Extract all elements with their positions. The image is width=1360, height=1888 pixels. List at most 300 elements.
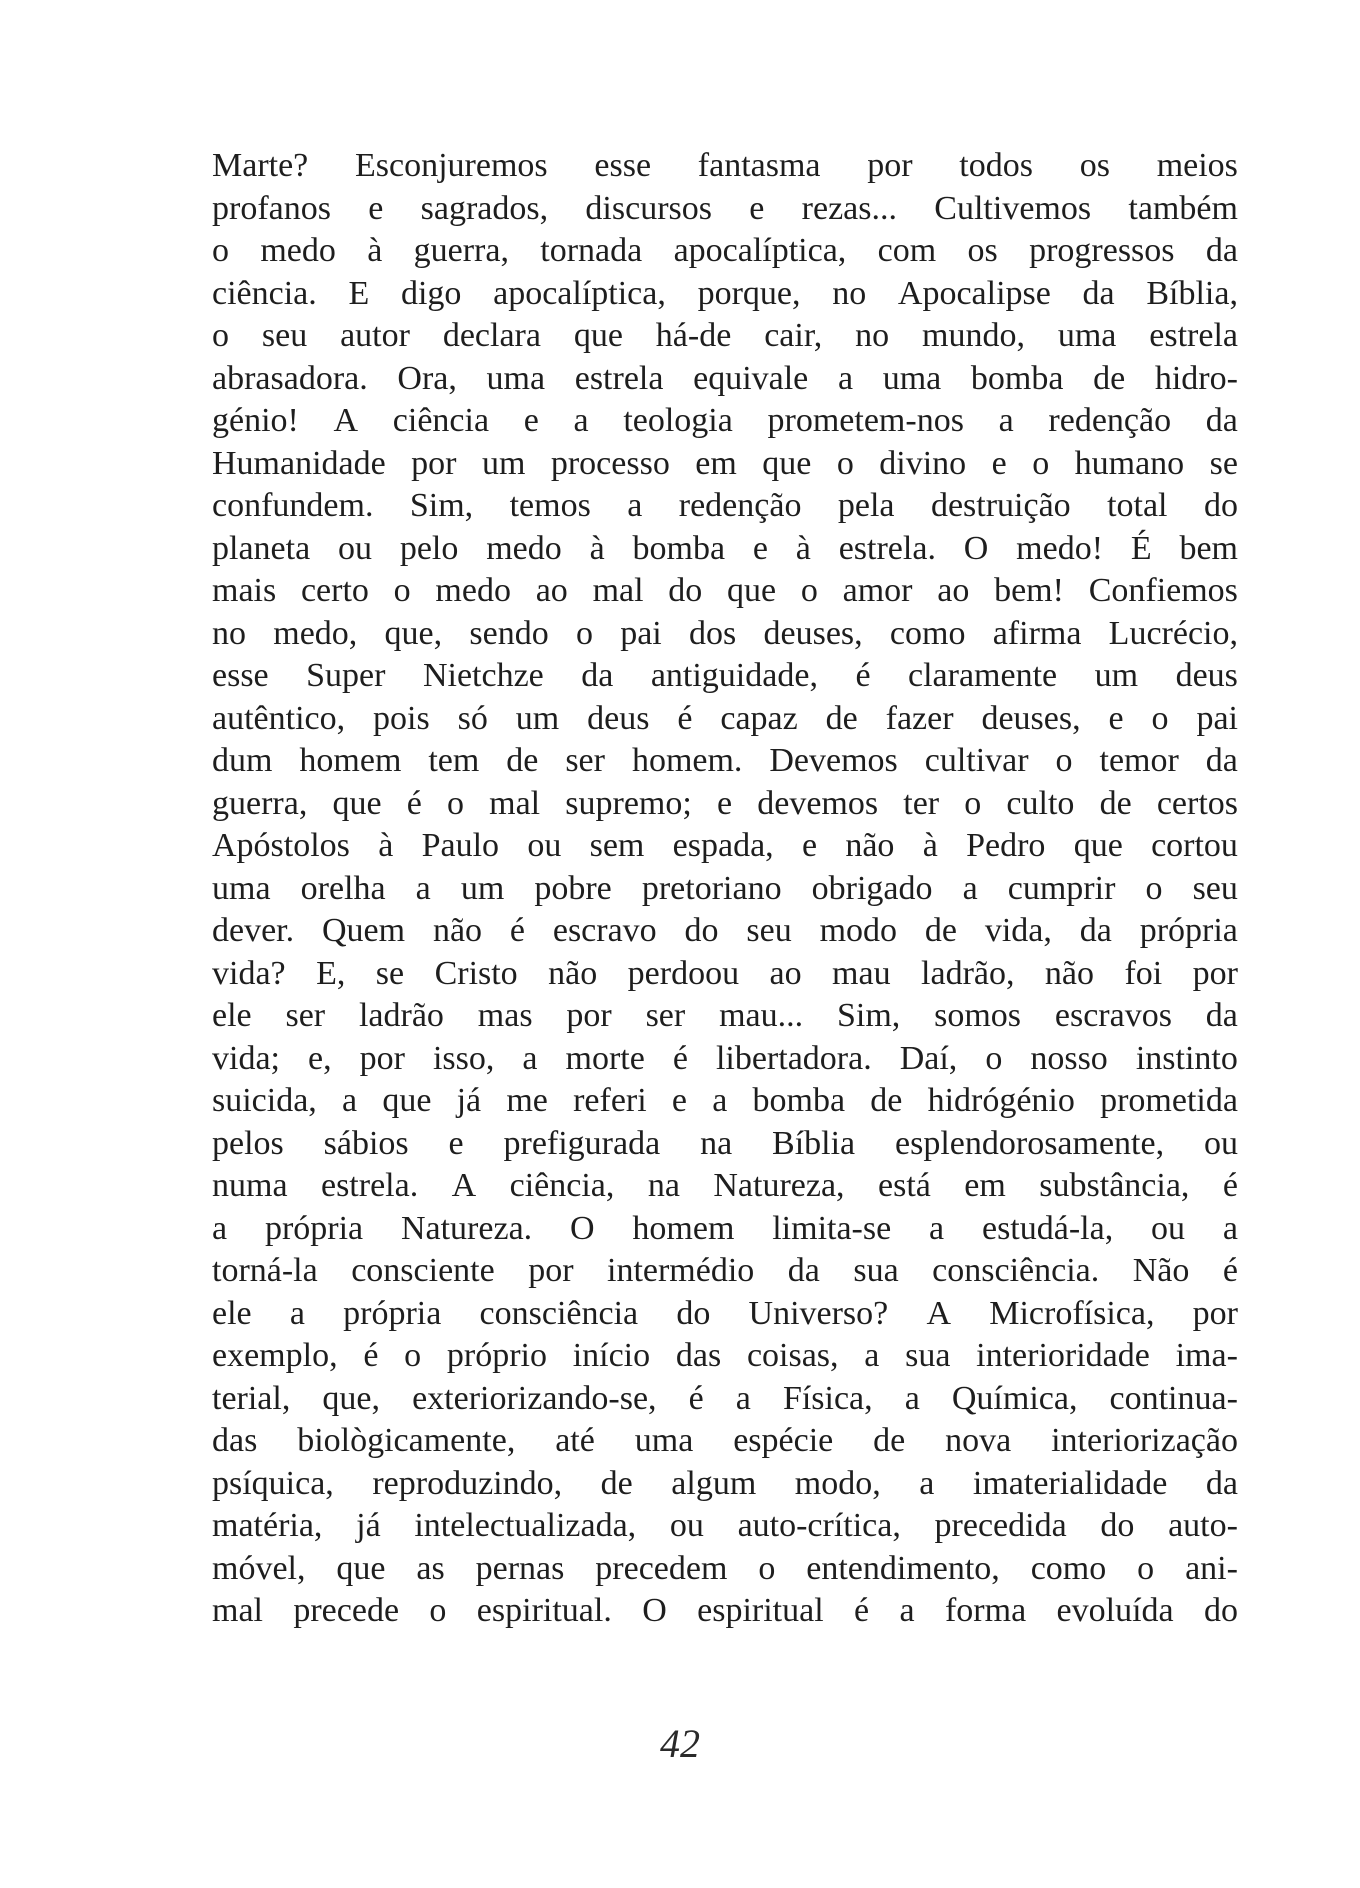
word: do	[1204, 1592, 1238, 1629]
word: não	[845, 827, 895, 864]
word: Bíblia	[772, 1124, 856, 1162]
word: Humanidade	[212, 444, 386, 482]
word: e	[749, 189, 765, 227]
word: prefigurada	[503, 1124, 661, 1162]
word: pelos	[212, 1124, 284, 1162]
word: Marte?	[212, 147, 309, 184]
text-line	[212, 1038, 1238, 1081]
word: cultivar	[924, 742, 1029, 779]
text-line	[212, 528, 1238, 571]
word: progressos	[1029, 232, 1175, 269]
text-line	[212, 1208, 1238, 1251]
word: equivale	[693, 359, 809, 397]
word: culto	[1006, 784, 1075, 822]
word: entendimento,	[806, 1549, 1000, 1587]
word: Sim,	[409, 487, 474, 524]
word: o	[393, 572, 411, 609]
word: por	[1192, 1294, 1238, 1332]
word: bomba	[632, 529, 726, 567]
word: a	[929, 1209, 945, 1247]
word: devemos	[757, 784, 879, 822]
word: por	[867, 147, 913, 184]
word: sem	[589, 827, 645, 864]
word: dever.	[212, 912, 295, 949]
word: mundo,	[922, 317, 1025, 354]
word: génio!	[212, 402, 299, 439]
word: escravo	[552, 912, 657, 949]
word: não	[432, 912, 483, 949]
word: da	[1205, 742, 1238, 779]
word: precedida	[934, 1507, 1067, 1544]
word: Devemos	[769, 742, 898, 779]
word: da	[1079, 912, 1112, 949]
word: pernas	[475, 1549, 565, 1587]
text-line	[212, 400, 1238, 443]
word: porque,	[697, 274, 801, 312]
word: pelo	[399, 529, 459, 567]
word: coisas,	[746, 1337, 839, 1374]
word: uma	[882, 359, 942, 397]
word: de	[1099, 784, 1132, 822]
word: morte	[565, 1039, 645, 1077]
text-line	[212, 1548, 1238, 1591]
word: bomba	[970, 359, 1064, 397]
word: humano	[1074, 444, 1185, 482]
text-line	[212, 485, 1238, 528]
text-line	[212, 740, 1238, 783]
word: os	[1079, 147, 1110, 184]
word: do	[1203, 487, 1238, 524]
word: cumprir	[1007, 869, 1116, 907]
word: a	[837, 359, 854, 397]
word: consciência.	[932, 1252, 1100, 1289]
word: bem!	[994, 572, 1064, 609]
word: a	[998, 402, 1014, 439]
word: por	[1192, 954, 1238, 992]
text-line	[212, 783, 1238, 826]
word: é	[688, 1379, 704, 1417]
word: sendo	[469, 614, 549, 652]
word: instinto	[1135, 1039, 1238, 1077]
word: própria	[343, 1294, 442, 1332]
word: espécie	[733, 1422, 834, 1459]
word: se	[375, 954, 405, 992]
word: a	[712, 1082, 728, 1119]
word: que	[332, 784, 382, 822]
word: ou	[1203, 1124, 1238, 1162]
text-line	[212, 1505, 1238, 1548]
word: que	[336, 1549, 386, 1587]
text-line	[212, 358, 1238, 401]
word: isso,	[432, 1039, 495, 1077]
word: é	[854, 1592, 870, 1629]
text-line	[212, 315, 1238, 358]
word: A	[333, 402, 359, 439]
word: é	[509, 912, 525, 949]
word: móvel,	[212, 1549, 306, 1587]
word: auto-crítica,	[737, 1507, 901, 1544]
word: o	[212, 317, 229, 354]
word: à	[367, 232, 383, 269]
word: dos	[689, 614, 737, 652]
word: me	[506, 1082, 548, 1119]
word: total	[1107, 487, 1168, 524]
word: de	[870, 1082, 903, 1119]
word: no	[855, 317, 890, 354]
word: que,	[322, 1379, 380, 1417]
word: exteriorizando-se,	[412, 1379, 657, 1417]
word: tem	[428, 742, 480, 779]
word: um	[515, 699, 560, 737]
word: divino	[879, 444, 967, 482]
word: É	[1130, 529, 1152, 567]
word: é	[406, 784, 422, 822]
word: vida?	[212, 954, 286, 992]
word: orelha	[300, 869, 386, 907]
word: Esconjuremos	[355, 147, 548, 184]
word: o	[575, 614, 593, 652]
word: precedem	[595, 1549, 728, 1587]
word: e	[991, 444, 1007, 482]
word: Pedro	[966, 827, 1046, 864]
word: bem	[1179, 529, 1238, 567]
word: há-de	[655, 317, 732, 354]
text-line	[212, 1335, 1238, 1378]
word: pela	[837, 487, 895, 524]
word: interiorização	[1051, 1422, 1238, 1459]
word: fantasma	[697, 147, 821, 184]
word: sagrados,	[420, 189, 549, 227]
word: mal	[212, 1592, 263, 1629]
word: o	[404, 1337, 422, 1374]
word: Natureza,	[713, 1167, 845, 1204]
word: a	[864, 1337, 880, 1374]
word: intermédio	[607, 1252, 755, 1289]
word: Paulo	[421, 827, 500, 864]
word: amor	[842, 572, 913, 609]
word: profanos	[212, 189, 331, 227]
word: esplendorosamente,	[895, 1124, 1165, 1162]
word: Quem	[322, 912, 406, 949]
word: a	[342, 1082, 358, 1119]
word: bomba	[752, 1082, 846, 1119]
word: pobre	[534, 869, 612, 907]
word: estudá-la,	[981, 1209, 1114, 1247]
page-number: 42	[660, 1721, 700, 1766]
word: por	[411, 444, 457, 482]
word: guerra,	[413, 232, 509, 269]
word: não	[1044, 954, 1095, 992]
word: Ora,	[397, 359, 457, 397]
word: reproduzindo,	[372, 1464, 563, 1502]
word: é	[1222, 1252, 1238, 1289]
word: da	[1205, 1464, 1238, 1502]
word: o	[446, 784, 464, 822]
word: na	[647, 1167, 680, 1204]
word: a	[627, 487, 643, 524]
word: medo	[435, 572, 511, 609]
word: não	[548, 954, 598, 992]
word: ladrão	[358, 997, 444, 1034]
word: um	[1094, 657, 1139, 694]
word: a	[962, 869, 978, 907]
word: deus	[587, 699, 650, 737]
text-line	[212, 1378, 1238, 1421]
word: consciência	[479, 1294, 639, 1332]
word: já	[356, 1507, 381, 1544]
word: só	[457, 699, 488, 737]
word: uma	[634, 1422, 694, 1459]
word: é	[1222, 1167, 1238, 1204]
word: com	[877, 232, 937, 269]
text-line	[212, 868, 1238, 911]
text-line	[212, 570, 1238, 613]
word: dum	[212, 742, 273, 779]
word: redenção	[1048, 402, 1172, 439]
word: intelectualizada,	[414, 1507, 637, 1544]
word: à	[922, 827, 938, 864]
word: declara	[442, 317, 541, 354]
word: antiguidade,	[650, 657, 818, 694]
word: ser	[645, 997, 686, 1034]
word: no	[212, 614, 246, 652]
word: homem	[632, 1209, 735, 1247]
text-line	[212, 1463, 1238, 1506]
word: guerra,	[212, 784, 308, 822]
word: pai	[620, 614, 662, 652]
word: terial,	[212, 1379, 291, 1417]
word: exemplo,	[212, 1337, 338, 1374]
word: uma	[212, 869, 271, 907]
word: Sim,	[836, 997, 901, 1034]
word: um	[481, 444, 526, 482]
word: certos	[1156, 784, 1238, 822]
word: em	[695, 444, 737, 482]
word: uma	[1057, 317, 1117, 354]
word: somos	[934, 997, 1022, 1034]
word: na	[700, 1124, 733, 1162]
word: E,	[316, 954, 346, 992]
word: Bíblia,	[1146, 274, 1238, 312]
word: Confiemos	[1088, 572, 1238, 609]
word: auto-	[1168, 1507, 1238, 1544]
word: espada,	[672, 827, 774, 864]
word: interioridade	[976, 1337, 1150, 1374]
word: ani-	[1185, 1549, 1238, 1587]
word: referi	[573, 1082, 647, 1119]
word: o	[1055, 742, 1073, 779]
word: pretoriano	[641, 869, 782, 907]
word: Microfísica,	[989, 1294, 1155, 1332]
word: obrigado	[811, 869, 933, 907]
word: modo	[819, 912, 898, 949]
word: do	[1100, 1507, 1135, 1544]
word: até	[555, 1422, 595, 1459]
word: sua	[853, 1252, 899, 1289]
word: o	[985, 1039, 1003, 1077]
text-line	[212, 230, 1238, 273]
word: o	[212, 232, 229, 269]
word: como	[1030, 1549, 1107, 1587]
text-line	[212, 655, 1238, 698]
word: Super	[306, 657, 386, 694]
word: planeta	[212, 529, 311, 567]
word: as	[416, 1549, 445, 1587]
word: A	[926, 1294, 952, 1332]
word: da	[1205, 402, 1238, 439]
word: no	[832, 274, 867, 312]
word: digo	[400, 274, 462, 312]
word: das	[675, 1337, 722, 1374]
word: espiritual.	[476, 1592, 612, 1629]
word: foi	[1124, 954, 1163, 992]
word: substância,	[1039, 1167, 1190, 1204]
word: os	[967, 232, 998, 269]
word: temos	[509, 487, 591, 524]
word: perdoou	[627, 954, 740, 992]
word: o	[800, 572, 818, 609]
word: medo	[486, 529, 562, 567]
word: discursos	[585, 189, 712, 227]
word: nosso	[1030, 1039, 1108, 1077]
word: um	[460, 869, 505, 907]
word: a	[904, 1379, 920, 1417]
word: mau	[832, 954, 891, 992]
text-line	[212, 1165, 1238, 1208]
word: e	[523, 402, 539, 439]
word: limita-se	[772, 1209, 892, 1247]
word: Não	[1132, 1252, 1190, 1289]
word: da	[1205, 997, 1238, 1034]
word: a	[289, 1294, 305, 1332]
word: ou	[527, 827, 562, 864]
word: ima-	[1175, 1337, 1238, 1374]
word: da	[787, 1252, 820, 1289]
word: que	[762, 444, 812, 482]
word: rezas...	[801, 189, 897, 227]
word: à	[589, 529, 605, 567]
word: O	[642, 1592, 667, 1629]
text-line	[212, 145, 1238, 188]
word: é	[855, 657, 871, 694]
word: ele	[212, 1294, 252, 1332]
text-line	[212, 698, 1238, 741]
word: ou	[669, 1507, 704, 1544]
word: meios	[1156, 147, 1238, 184]
word: do	[676, 1294, 711, 1332]
word: por	[528, 1252, 574, 1289]
word: Química,	[951, 1379, 1078, 1417]
word: o	[758, 1549, 776, 1587]
word: que	[1073, 827, 1123, 864]
word: é	[672, 1039, 688, 1077]
text-line	[212, 443, 1238, 486]
word: medo!	[1016, 529, 1104, 567]
word: o	[836, 444, 854, 482]
word: estrela.	[838, 529, 936, 567]
word: de	[924, 912, 957, 949]
word: esse	[212, 657, 269, 694]
word: ciência	[392, 402, 490, 439]
word: da	[1082, 274, 1115, 312]
word: libertadora.	[715, 1039, 872, 1077]
word: própria	[1139, 912, 1238, 949]
word: de	[506, 742, 539, 779]
word: e	[801, 827, 818, 864]
word: e,	[308, 1039, 332, 1077]
word: de	[1093, 359, 1126, 397]
word: medo	[260, 232, 336, 269]
word: que,	[384, 614, 443, 652]
word: de	[873, 1422, 906, 1459]
word: de	[600, 1464, 633, 1502]
word: próprio	[446, 1337, 547, 1374]
word: hidrógénio	[927, 1082, 1075, 1119]
word: está	[878, 1167, 931, 1204]
word: da	[581, 657, 614, 694]
word: da	[1205, 232, 1238, 269]
word: sua	[905, 1337, 951, 1374]
word: apocalíptica,	[673, 232, 847, 269]
text-line	[212, 825, 1238, 868]
word: Nietchze	[422, 657, 544, 694]
word: imaterialidade	[972, 1464, 1168, 1502]
word: abrasadora.	[212, 359, 368, 397]
word: consciente	[351, 1252, 495, 1289]
word: por	[359, 1039, 405, 1077]
word: ou	[1151, 1209, 1186, 1247]
word: E	[348, 274, 370, 312]
word: a	[919, 1464, 935, 1502]
word: Apóstolos	[212, 827, 350, 864]
word: seu	[1192, 869, 1238, 907]
text-line	[212, 1250, 1238, 1293]
word: A	[451, 1167, 477, 1204]
word: ciência,	[509, 1167, 615, 1204]
word: Cristo	[434, 954, 518, 992]
word: torná-la	[212, 1252, 318, 1289]
text-line	[212, 1590, 1238, 1633]
word: e	[716, 784, 733, 822]
text-line	[212, 1293, 1238, 1336]
word: ou	[338, 529, 372, 567]
word: do	[684, 912, 719, 949]
word: hidro-	[1154, 359, 1238, 397]
word: o	[1137, 1549, 1155, 1587]
word: nova	[945, 1422, 1012, 1459]
word: numa	[212, 1167, 288, 1204]
word: certo	[300, 572, 369, 609]
word: medo,	[273, 614, 358, 652]
word: O	[963, 529, 989, 567]
word: a	[735, 1379, 751, 1417]
word: o	[1145, 869, 1163, 907]
word: claramente	[908, 657, 1058, 694]
word: mas	[477, 997, 533, 1034]
word: evoluída	[1056, 1592, 1174, 1629]
word: deuses,	[763, 614, 863, 652]
word: Daí,	[899, 1039, 958, 1077]
word: matéria,	[212, 1507, 323, 1544]
word: a	[1222, 1209, 1238, 1247]
word: já	[456, 1082, 482, 1119]
word: supremo;	[565, 784, 692, 822]
text-line	[212, 953, 1238, 996]
word: mais	[212, 572, 277, 609]
text-line	[212, 1123, 1238, 1166]
word: capaz	[720, 699, 798, 737]
word: Física,	[782, 1379, 873, 1417]
